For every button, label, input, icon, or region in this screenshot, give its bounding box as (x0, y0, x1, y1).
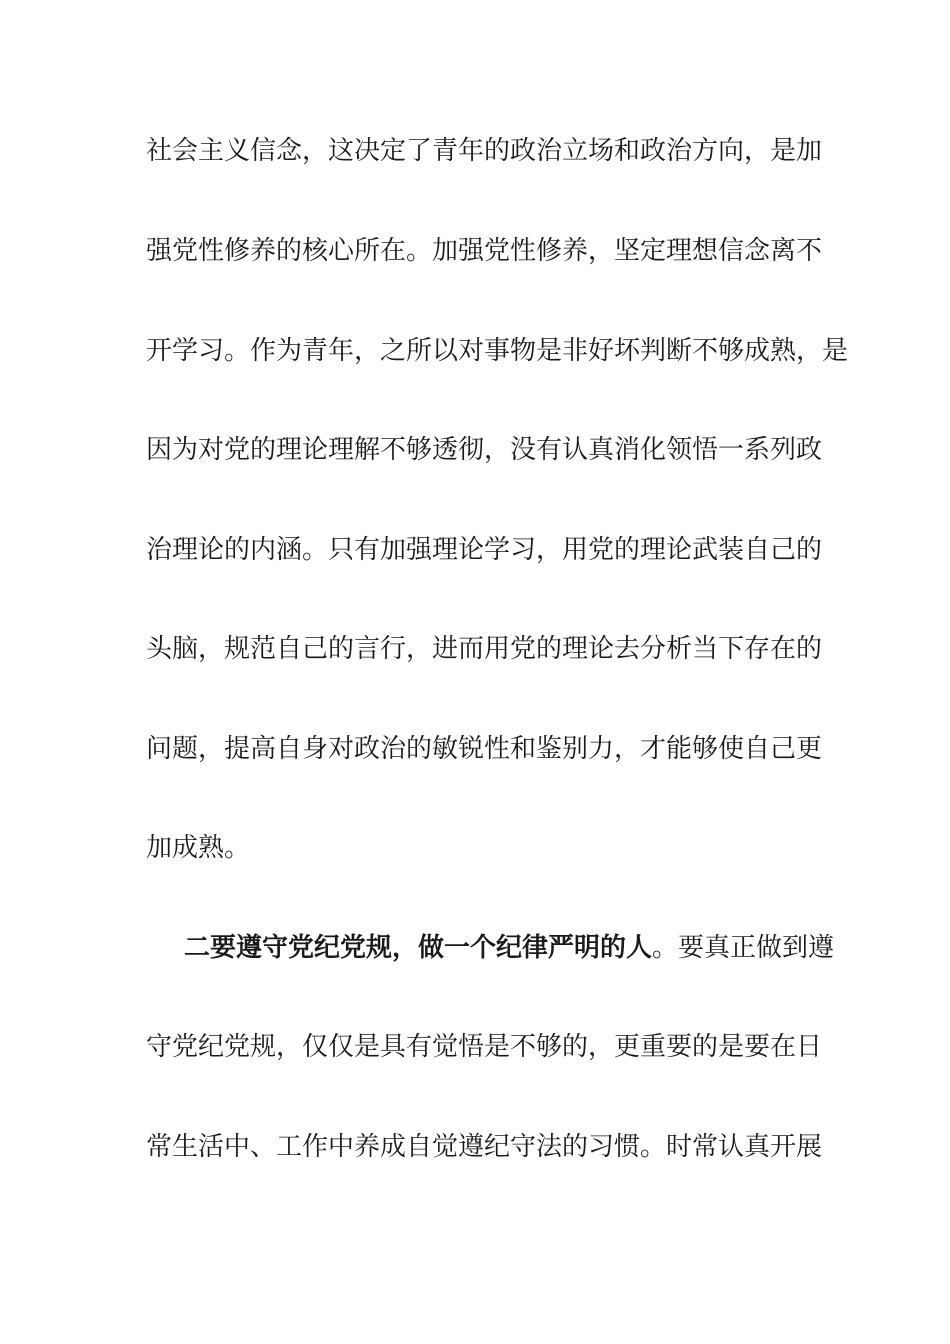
text-line: 问题，提高自身对政治的敏锐性和鉴别力，才能够使自己更 (146, 734, 823, 764)
text-line: 因为对党的理论理解不够透彻，没有认真消化领悟一系列政 (146, 435, 823, 465)
text-line: 强党性修养的核心所在。加强党性修养，坚定理想信念离不 (146, 236, 823, 266)
paragraph-first-line (184, 928, 835, 968)
text-line: 加成熟。 (146, 833, 251, 863)
text-line: 守党纪党规，仅仅是具有觉悟是不够的，更重要的是要在日 (146, 1032, 823, 1062)
text-line: 常生活中、工作中养成自觉遵纪守法的习惯。时常认真开展 (146, 1132, 823, 1162)
text-line: 开学习。作为青年，之所以对事物是非好坏判断不够成熟，是 (146, 336, 849, 366)
paragraph-text: 。要真正做到遵 (652, 933, 835, 963)
paragraph-heading: 二要遵守党纪党规，做一个纪律严明的人 (184, 933, 653, 963)
text-line: 头脑，规范自己的言行，进而用党的理论去分析当下存在的 (146, 634, 823, 664)
text-line: 社会主义信念，这决定了青年的政治立场和政治方向，是加 (146, 136, 823, 166)
text-line: 治理论的内涵。只有加强理论学习，用党的理论武装自己的 (146, 535, 823, 565)
